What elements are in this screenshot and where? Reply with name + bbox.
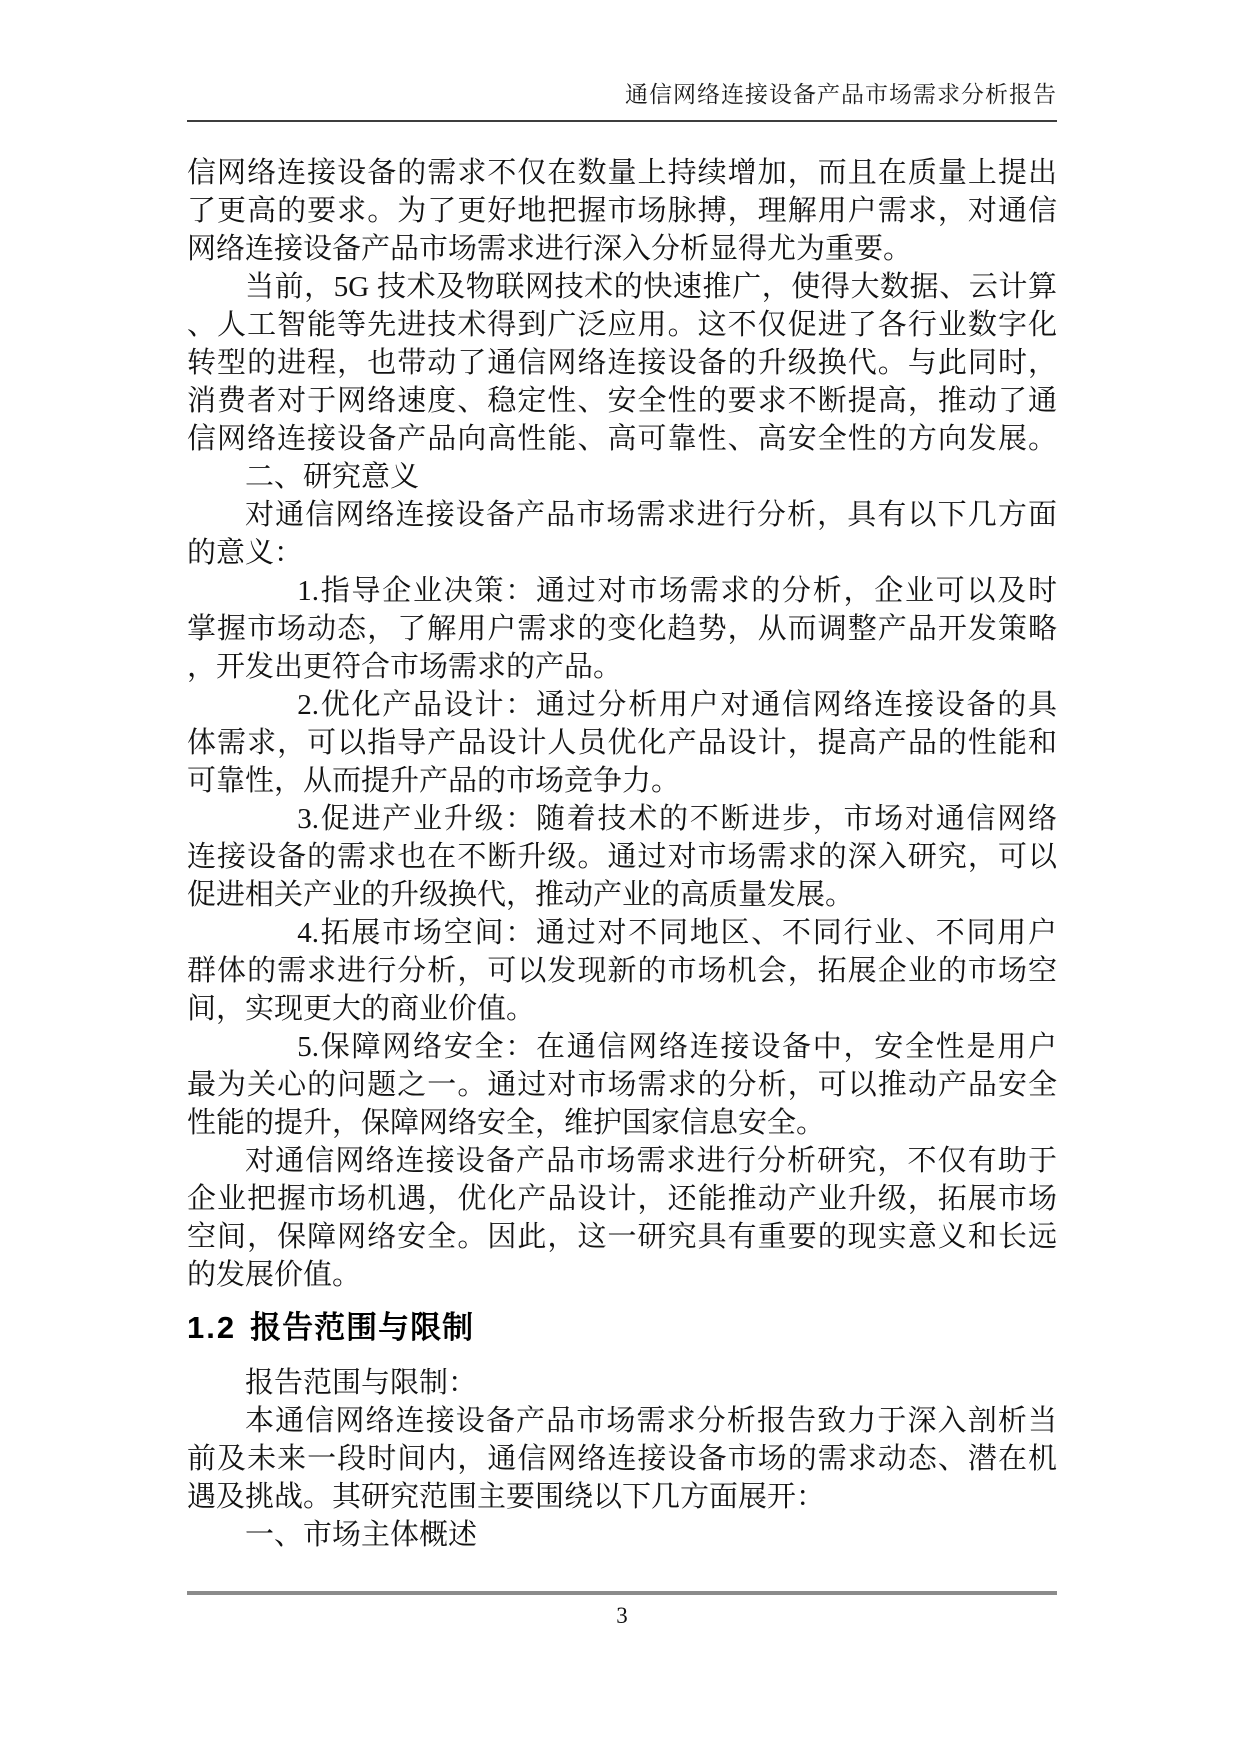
section-heading [187,1308,1057,1348]
text-line: 3.促进产业升级：随着技术的不断进步，市场对通信网络 [297,803,1057,835]
text-line: 体需求，可以指导产品设计人员优化产品设计，提高产品的性能和 [187,727,1057,759]
text-line: ，开发出更符合市场需求的产品。 [187,651,623,683]
text-line: 5.保障网络安全：在通信网络连接设备中，安全性是用户 [297,1031,1057,1063]
text-line: 信网络连接设备的需求不仅在数量上持续增加，而且在质量上提出 [187,157,1057,189]
page-number: 3 [616,1603,628,1628]
text-line: 掌握市场动态，了解用户需求的变化趋势，从而调整产品开发策略 [187,613,1057,645]
text-line: 企业把握市场机遇，优化产品设计，还能推动产业升级，拓展市场 [187,1183,1057,1215]
section2-lines [187,1364,1057,1554]
text-line: 当前，5G 技术及物联网技术的快速推广，使得大数据、云计算 [245,271,1057,303]
text-line: 的意义： [187,537,304,569]
text-line: 网络连接设备产品市场需求进行深入分析显得尤为重要。 [187,233,913,265]
text-line: 空间，保障网络安全。因此，这一研究具有重要的现实意义和长远 [187,1221,1057,1253]
text-line: 本通信网络连接设备产品市场需求分析报告致力于深入剖析当 [245,1405,1057,1437]
text-line: 遇及挑战。其研究范围主要围绕以下几方面展开： [187,1481,826,1513]
footer-rule [187,1591,1057,1595]
text-line: 最为关心的问题之一。通过对市场需求的分析，可以推动产品安全 [187,1069,1057,1101]
text-line: 前及未来一段时间内，通信网络连接设备市场的需求动态、潜在机 [187,1443,1057,1475]
text-line: 二、研究意义 [245,461,420,493]
text-line: 对通信网络连接设备产品市场需求进行分析，具有以下几方面 [245,499,1057,531]
text-line: 对通信网络连接设备产品市场需求进行分析研究，不仅有助于 [245,1145,1057,1177]
header-rule [187,120,1057,122]
text-line: 1.指导企业决策：通过对市场需求的分析，企业可以及时 [297,575,1057,607]
text-line: 间，实现更大的商业价值。 [187,993,536,1025]
text-line: 群体的需求进行分析，可以发现新的市场机会，拓展企业的市场空 [187,955,1057,987]
text-line: 性能的提升，保障网络安全，维护国家信息安全。 [187,1107,826,1139]
text-line: 信网络连接设备产品向高性能、高可靠性、高安全性的方向发展。 [187,423,1057,455]
text-line: 一、市场主体概述 [245,1519,478,1551]
text-line: 4.拓展市场空间：通过对不同地区、不同行业、不同用户 [297,917,1057,949]
text-line: 、人工智能等先进技术得到广泛应用。这不仅促进了各行业数字化 [187,309,1057,341]
text-line: 的发展价值。 [187,1259,362,1291]
text-line: 连接设备的需求也在不断升级。通过对市场需求的深入研究，可以 [187,841,1057,873]
text-line: 促进相关产业的升级换代，推动产业的高质量发展。 [187,879,855,911]
text-line: 转型的进程，也带动了通信网络连接设备的升级换代。与此同时， [187,347,1057,379]
section-heading-title: 报告范围与限制 [250,1310,475,1345]
document-body [187,154,1057,1554]
section1-lines [187,154,1057,1294]
text-line: 报告范围与限制： [245,1367,478,1399]
text-line: 可靠性，从而提升产品的市场竞争力。 [187,765,681,797]
page-header [187,82,1057,108]
text-line: 了更高的要求。为了更好地把握市场脉搏，理解用户需求，对通信 [187,195,1057,227]
header-title: 通信网络连接设备产品市场需求分析报告 [625,82,1057,107]
section-heading-number: 1.2 [187,1310,237,1345]
text-line: 2.优化产品设计：通过分析用户对通信网络连接设备的具 [297,689,1057,721]
text-line: 消费者对于网络速度、稳定性、安全性的要求不断提高，推动了通 [187,385,1057,417]
